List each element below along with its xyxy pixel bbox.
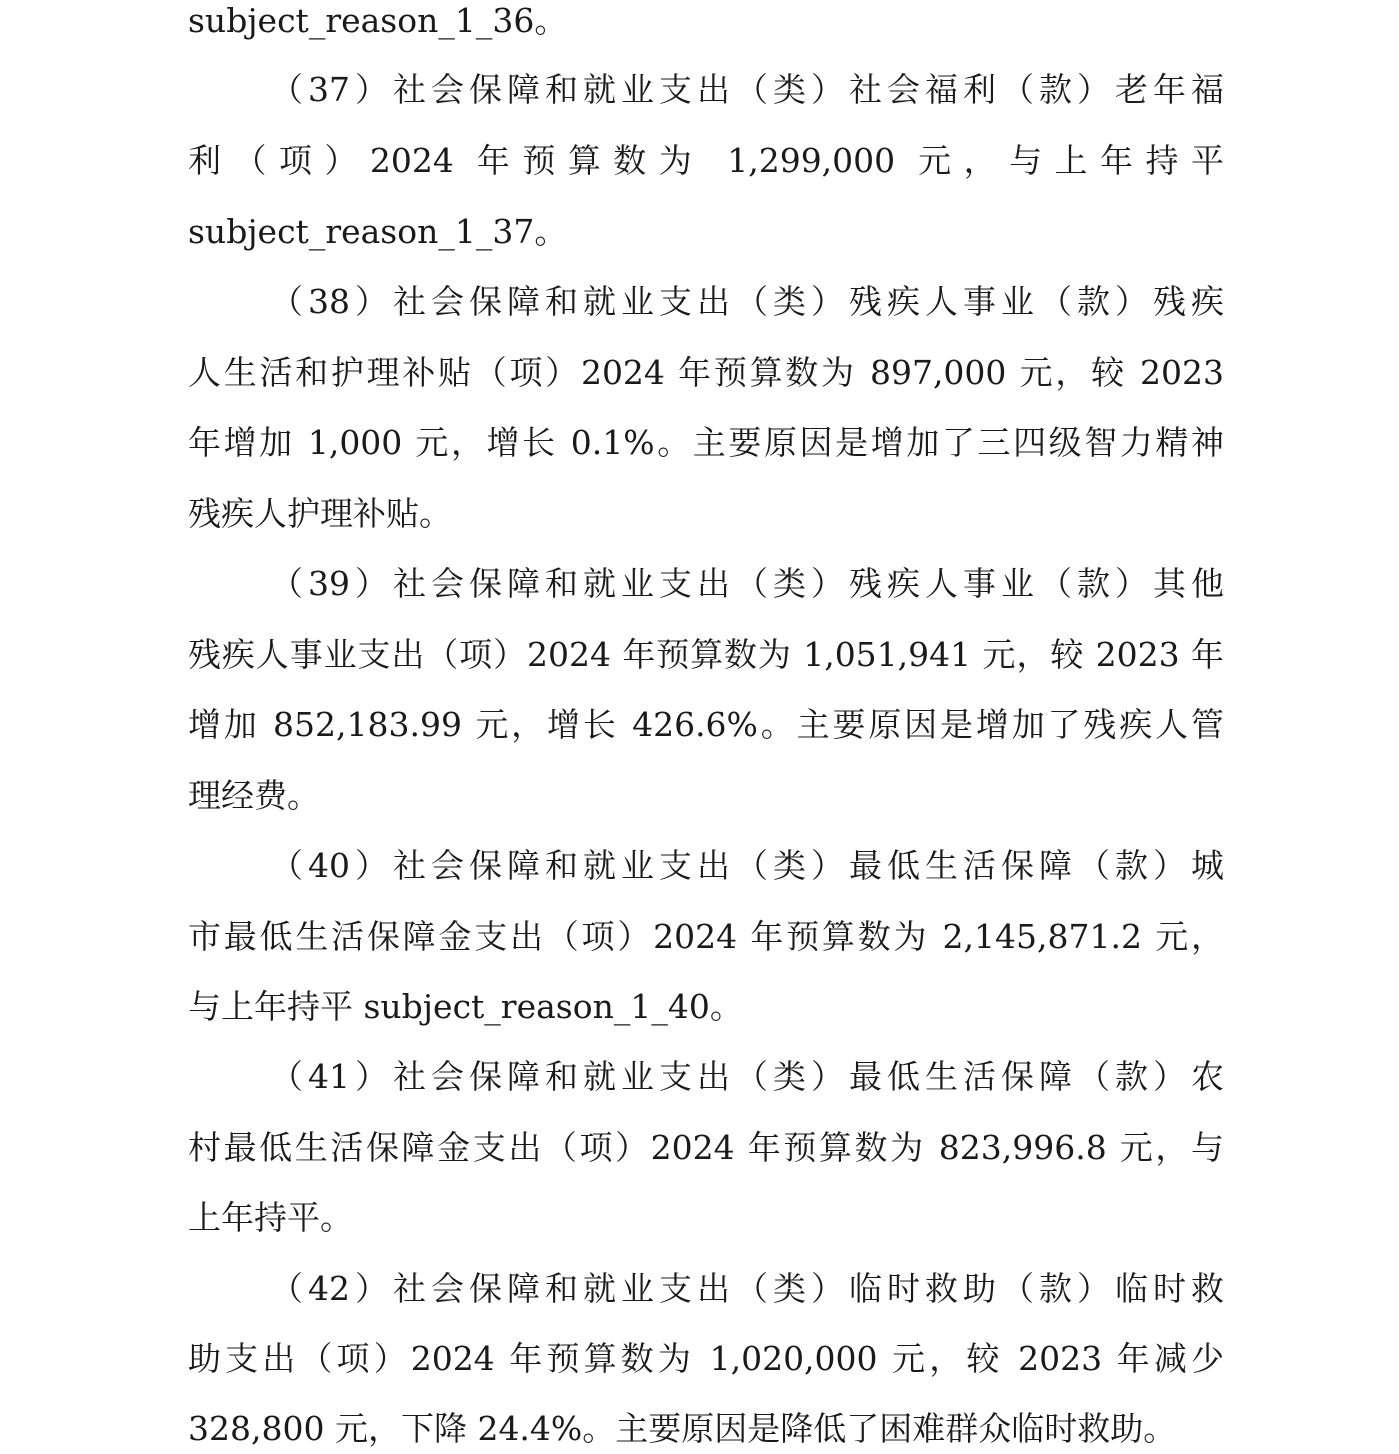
paragraph-42-line-2: 助支出（项）2024 年预算数为 1,020,000 元，较 2023 年减少 — [188, 1339, 1224, 1378]
paragraph-39-line-2: 残疾人事业支出（项）2024 年预算数为 1,051,941 元，较 2023 年 — [188, 635, 1224, 674]
paragraph-37-line-1: （37）社会保障和就业支出（类）社会福利（款）老年福 — [270, 70, 1224, 109]
paragraph-39-line-1: （39）社会保障和就业支出（类）残疾人事业（款）其他 — [270, 564, 1224, 603]
paragraph-40-line-2: 市最低生活保障金支出（项）2024 年预算数为 2,145,871.2 元， — [188, 917, 1224, 956]
paragraph-40-line-1: （40）社会保障和就业支出（类）最低生活保障（款）城 — [270, 846, 1224, 885]
paragraph-42-line-1: （42）社会保障和就业支出（类）临时救助（款）临时救 — [270, 1269, 1224, 1308]
text-line: subject_reason_1_36。 — [188, 1, 568, 40]
paragraph-37-line-2: 利（项）2024 年预算数为 1,299,000 元，与上年持平 — [188, 141, 1224, 180]
paragraph-41-line-2: 村最低生活保障金支出（项）2024 年预算数为 823,996.8 元，与 — [188, 1128, 1224, 1167]
paragraph-39-line-3: 增加 852,183.99 元，增长 426.6%。主要原因是增加了残疾人管 — [188, 705, 1224, 744]
paragraph-38-line-3: 年增加 1,000 元，增长 0.1%。主要原因是增加了三四级智力精神 — [188, 423, 1224, 462]
paragraph-38-line-1: （38）社会保障和就业支出（类）残疾人事业（款）残疾 — [270, 282, 1224, 321]
paragraph-41-line-3: 上年持平。 — [188, 1198, 353, 1237]
paragraph-38-line-4: 残疾人护理补贴。 — [188, 494, 452, 533]
paragraph-40-line-3: 与上年持平 subject_reason_1_40。 — [188, 987, 743, 1026]
paragraph-39-line-4: 理经费。 — [188, 776, 320, 815]
paragraph-42-line-3: 328,800 元，下降 24.4%。主要原因是降低了困难群众临时救助。 — [188, 1409, 1177, 1448]
paragraph-37-line-3: subject_reason_1_37。 — [188, 212, 568, 251]
paragraph-41-line-1: （41）社会保障和就业支出（类）最低生活保障（款）农 — [270, 1057, 1224, 1096]
paragraph-38-line-2: 人生活和护理补贴（项）2024 年预算数为 897,000 元，较 2023 — [188, 353, 1224, 392]
